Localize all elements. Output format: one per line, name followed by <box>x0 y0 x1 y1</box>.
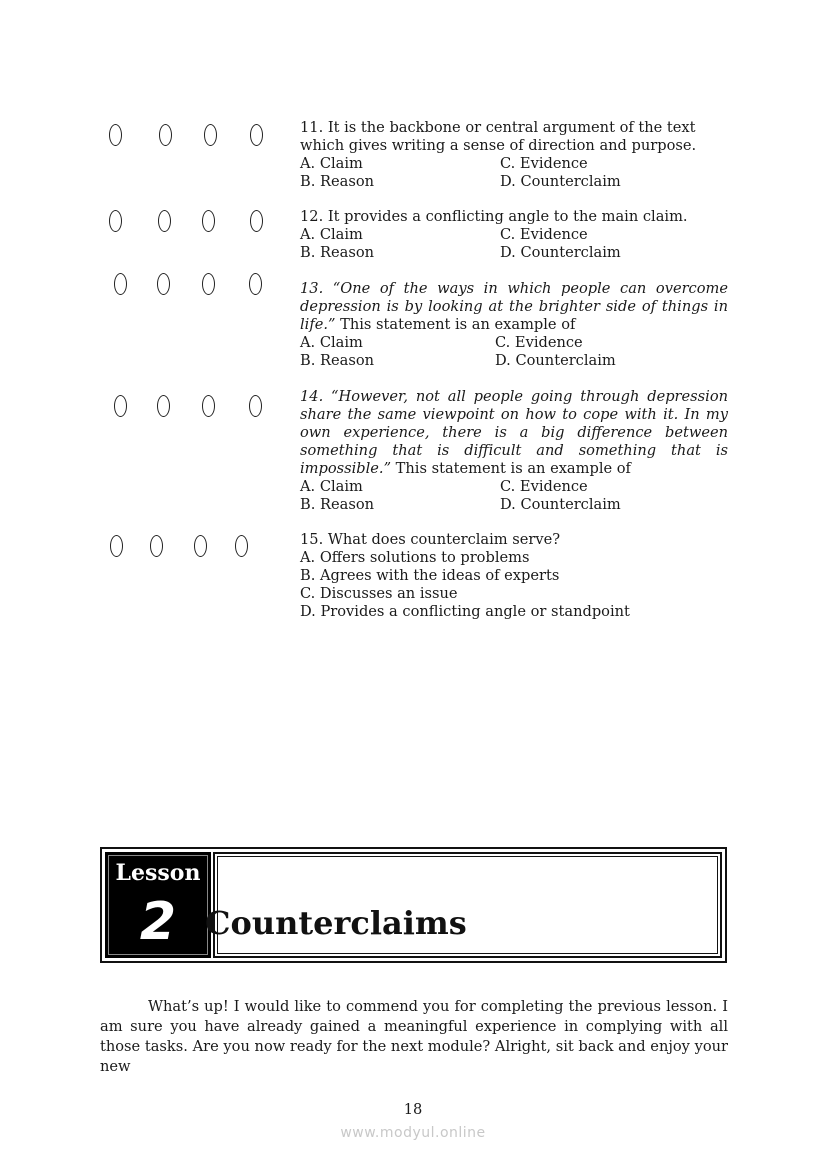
answer-bubble-d[interactable] <box>249 273 262 295</box>
option-d: D. Provides a conflicting angle or standpoint <box>300 603 630 620</box>
option-d: D. Counterclaim <box>500 496 621 513</box>
question-stem: 11. It is the backbone or central argument of the text which gives writing a sense of direction and purpose. <box>300 119 697 154</box>
answer-bubble-b[interactable] <box>157 395 170 417</box>
lesson-title: Counterclaims <box>205 904 467 942</box>
answer-bubble-c[interactable] <box>202 210 215 232</box>
question-options <box>300 155 728 191</box>
option-b: B. Agrees with the ideas of experts <box>300 567 560 584</box>
watermark: www.modyul.online <box>340 1125 486 1141</box>
option-d: D. Counterclaim <box>495 352 616 369</box>
option-d: D. Counterclaim <box>500 173 621 190</box>
answer-bubble-d[interactable] <box>235 535 248 557</box>
question-options <box>300 334 728 370</box>
lesson-label: Lesson <box>115 860 201 886</box>
answer-bubble-c[interactable] <box>204 124 217 146</box>
lesson-banner <box>100 847 727 963</box>
answer-bubbles-q13 <box>0 273 280 303</box>
question-quote: 13. “One of the ways in which people can overcome depression is by looking at the brighter side of things in life.” <box>300 280 728 333</box>
option-a: A. Offers solutions to problems <box>300 549 530 566</box>
answer-bubble-d[interactable] <box>250 124 263 146</box>
option-d: D. Counterclaim <box>500 244 621 261</box>
answer-bubbles-q14 <box>0 395 280 425</box>
answer-bubble-c[interactable] <box>202 273 215 295</box>
option-b: B. Reason <box>300 244 375 261</box>
answer-bubbles-q11 <box>0 124 280 154</box>
question-options <box>300 226 728 262</box>
option-a: A. Claim <box>300 155 363 172</box>
question-13 <box>300 280 728 370</box>
answer-bubble-d[interactable] <box>249 395 262 417</box>
question-14 <box>300 388 728 514</box>
answer-bubble-b[interactable] <box>158 210 171 232</box>
answer-bubble-a[interactable] <box>114 395 127 417</box>
option-a: A. Claim <box>300 478 363 495</box>
option-a: A. Claim <box>300 334 363 351</box>
option-c: C. Evidence <box>500 226 588 243</box>
lesson-number: 2 <box>139 892 177 952</box>
answer-bubble-d[interactable] <box>250 210 263 232</box>
answer-bubble-a[interactable] <box>109 124 122 146</box>
option-a: A. Claim <box>300 226 363 243</box>
answer-bubble-a[interactable] <box>110 535 123 557</box>
option-b: B. Reason <box>300 173 375 190</box>
answer-bubble-c[interactable] <box>202 395 215 417</box>
answer-bubble-b[interactable] <box>159 124 172 146</box>
answer-bubble-b[interactable] <box>150 535 163 557</box>
answer-bubble-a[interactable] <box>109 210 122 232</box>
option-c: C. Discusses an issue <box>300 585 458 602</box>
question-15 <box>300 531 728 621</box>
answer-bubble-a[interactable] <box>114 273 127 295</box>
page-number: 18 <box>403 1101 423 1118</box>
answer-bubbles-q15 <box>0 535 280 565</box>
question-12 <box>300 208 728 262</box>
option-c: C. Evidence <box>495 334 583 351</box>
option-c: C. Evidence <box>500 478 588 495</box>
answer-bubbles-q12 <box>0 210 280 240</box>
option-b: B. Reason <box>300 496 375 513</box>
lesson-badge <box>105 852 211 958</box>
option-c: C. Evidence <box>500 155 588 172</box>
intro-paragraph <box>100 997 728 1077</box>
question-stem-tail: This statement is an example of <box>335 316 576 333</box>
answer-bubble-b[interactable] <box>157 273 170 295</box>
question-stem <box>300 388 728 478</box>
intro-text: What’s up! I would like to commend you for completing the previous lesson. I am sure you have already gained a meaningful experience in complying with all those tasks. Are you now ready for the next module? Alright, sit back and enjoy your new <box>100 998 728 1075</box>
question-stem: 12. It provides a conflicting angle to the main claim. <box>300 208 688 225</box>
question-stem <box>300 280 728 334</box>
question-stem-tail: This statement is an example of <box>391 460 631 477</box>
question-stem: 15. What does counterclaim serve? <box>300 531 561 548</box>
question-options <box>300 478 728 514</box>
question-11 <box>300 119 728 191</box>
question-options <box>300 549 728 621</box>
answer-bubble-c[interactable] <box>194 535 207 557</box>
question-quote: 14. “However, not all people going through depression share the same viewpoint on how to cope with it. In my own experience, there is a big difference between something that is difficult and something that is impossible.” <box>300 388 728 477</box>
option-b: B. Reason <box>300 352 375 369</box>
